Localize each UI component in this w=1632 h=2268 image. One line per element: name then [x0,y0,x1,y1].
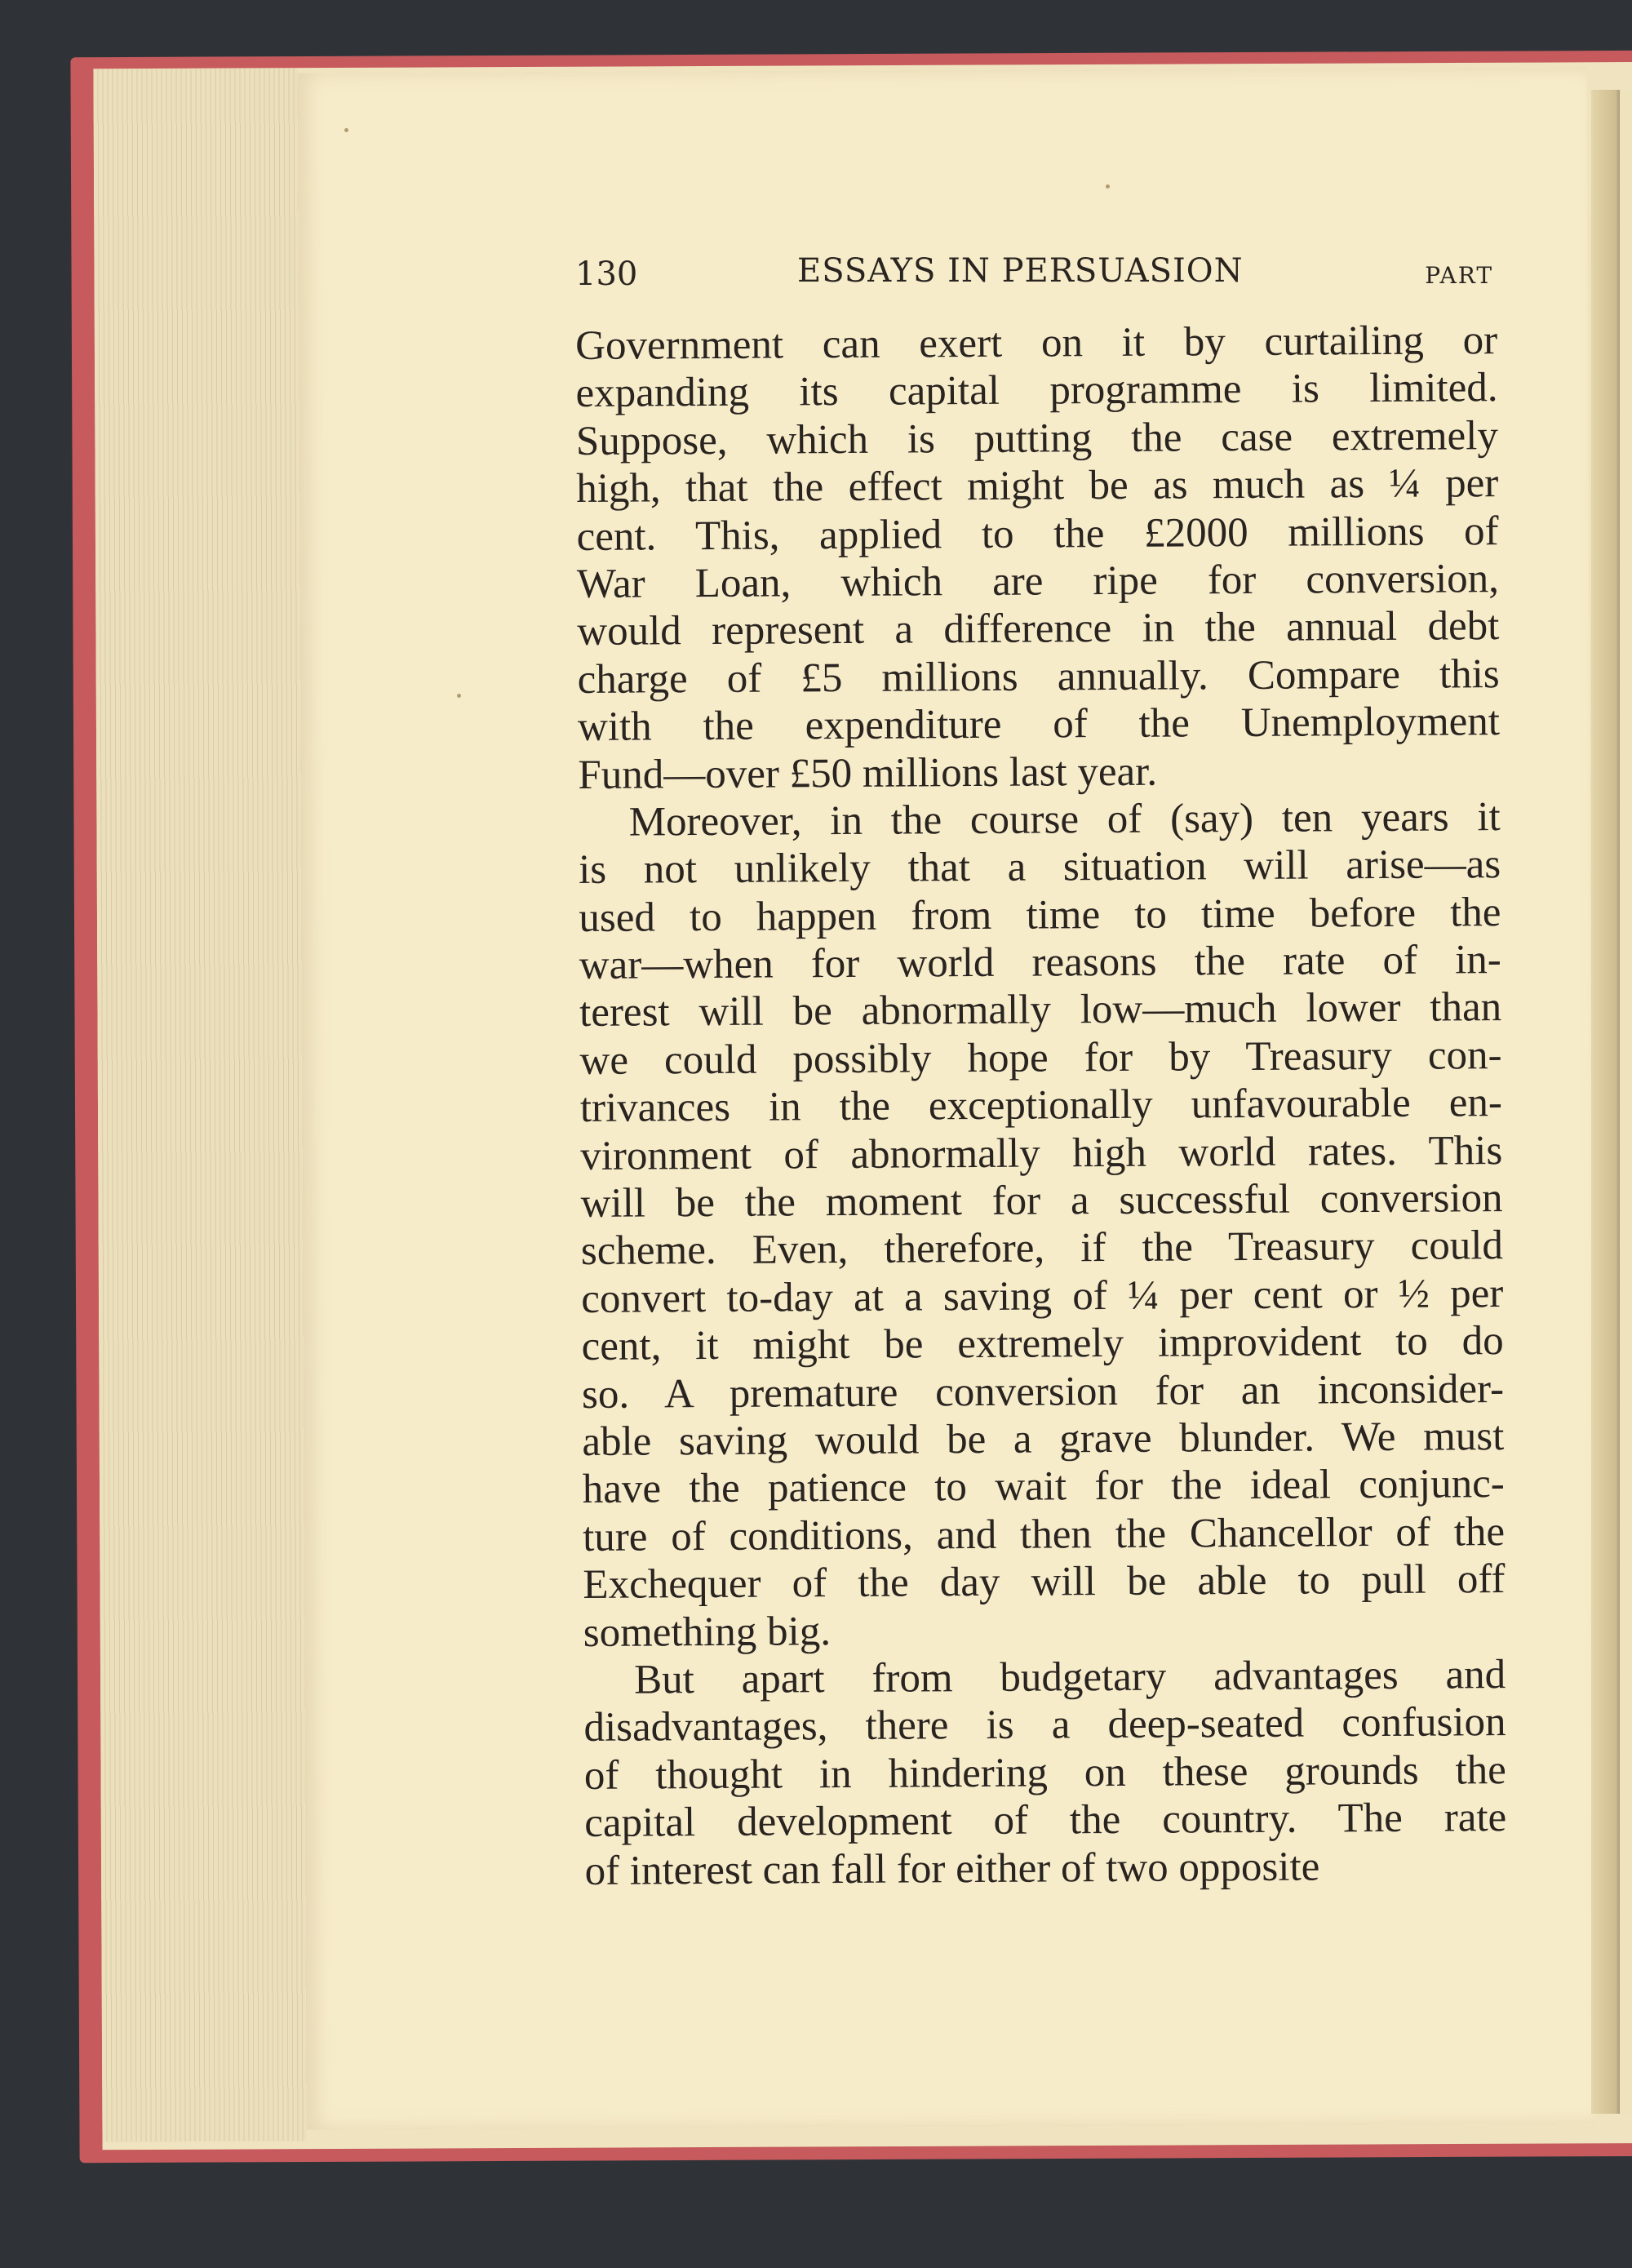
text-line: have the patience to wait for the ideal conjunc- [582,1461,1505,1513]
text-line: Moreover, in the course of (say) ten years it [628,793,1501,846]
text-line: vironment of abnormally high world rates. This [580,1127,1503,1179]
paragraph [583,1651,1507,1895]
paper-speck [457,694,461,698]
text-line: Exchequer of the day will be able to pull off [583,1556,1506,1609]
text-line: so. A premature conversion for an inconsider- [581,1365,1505,1418]
text-line: would represent a difference in the annual debt [577,603,1500,655]
text-line: cent, it might be extremely improvident to do [581,1318,1504,1370]
text-line: Government can exert on it by curtailing or [575,317,1498,369]
text-line: of thought in hindering on these grounds the [583,1746,1507,1799]
text-line: something big. [583,1608,832,1656]
text-line: War Loan, which are ripe for conversion, [576,556,1500,607]
text-line: war—when for world reasons the rate of in- [579,937,1501,989]
text-line: But apart from budgetary advantages and [633,1652,1506,1703]
text-line: will be the moment for a successful conversion [580,1175,1503,1227]
facing-page-edge [1620,90,1632,2114]
text-line: convert to-day at a saving of ¼ per cent or ½ per [581,1270,1504,1322]
paragraph [579,793,1506,1657]
text-line: used to happen from time to time before the [579,889,1501,941]
text-line: expanding its capital programme is limited. [575,365,1498,417]
text-line: of interest can fall for either of two opposite [584,1843,1320,1894]
text-line: Fund—over £50 millions last year. [578,748,1158,798]
text-line: disadvantages, there is a deep-seated confusion [583,1699,1506,1751]
text-line: capital development of the country. The rate [584,1795,1507,1847]
text-line: high, that the effect might be as much as ¼ per [576,460,1499,513]
text-line: ture of conditions, and then the Chancellor of the [582,1508,1506,1560]
paper-speck [344,128,348,132]
text-line: Suppose, which is putting the case extremely [575,412,1499,464]
text-line: with the expenditure of the Unemployment [577,699,1501,751]
body-text [575,317,1507,1895]
page-number: 130 [575,255,638,293]
running-title: ESSAYS IN PERSUASION [797,252,1244,290]
text-line: we could possibly hope for by Treasury con- [579,1032,1502,1084]
text-line: terest will be abnormally low—much lower than [579,984,1502,1036]
text-line: cent. This, applied to the £2000 millions of [576,508,1499,560]
text-line: trivances in the exceptionally unfavourable en- [579,1080,1503,1132]
text-line: is not unlikely that a situation will arise—as [578,841,1501,894]
paper-speck [1106,184,1110,189]
text-line: able saving would be a grave blunder. We must [582,1414,1505,1465]
text-line: charge of £5 millions annually. Compare this [577,650,1500,703]
page-edges [93,68,306,2142]
paragraph [575,317,1501,799]
section-label: PART [1425,262,1493,289]
text-line: scheme. Even, therefore, if the Treasury could [580,1223,1504,1275]
running-header [575,249,1493,298]
